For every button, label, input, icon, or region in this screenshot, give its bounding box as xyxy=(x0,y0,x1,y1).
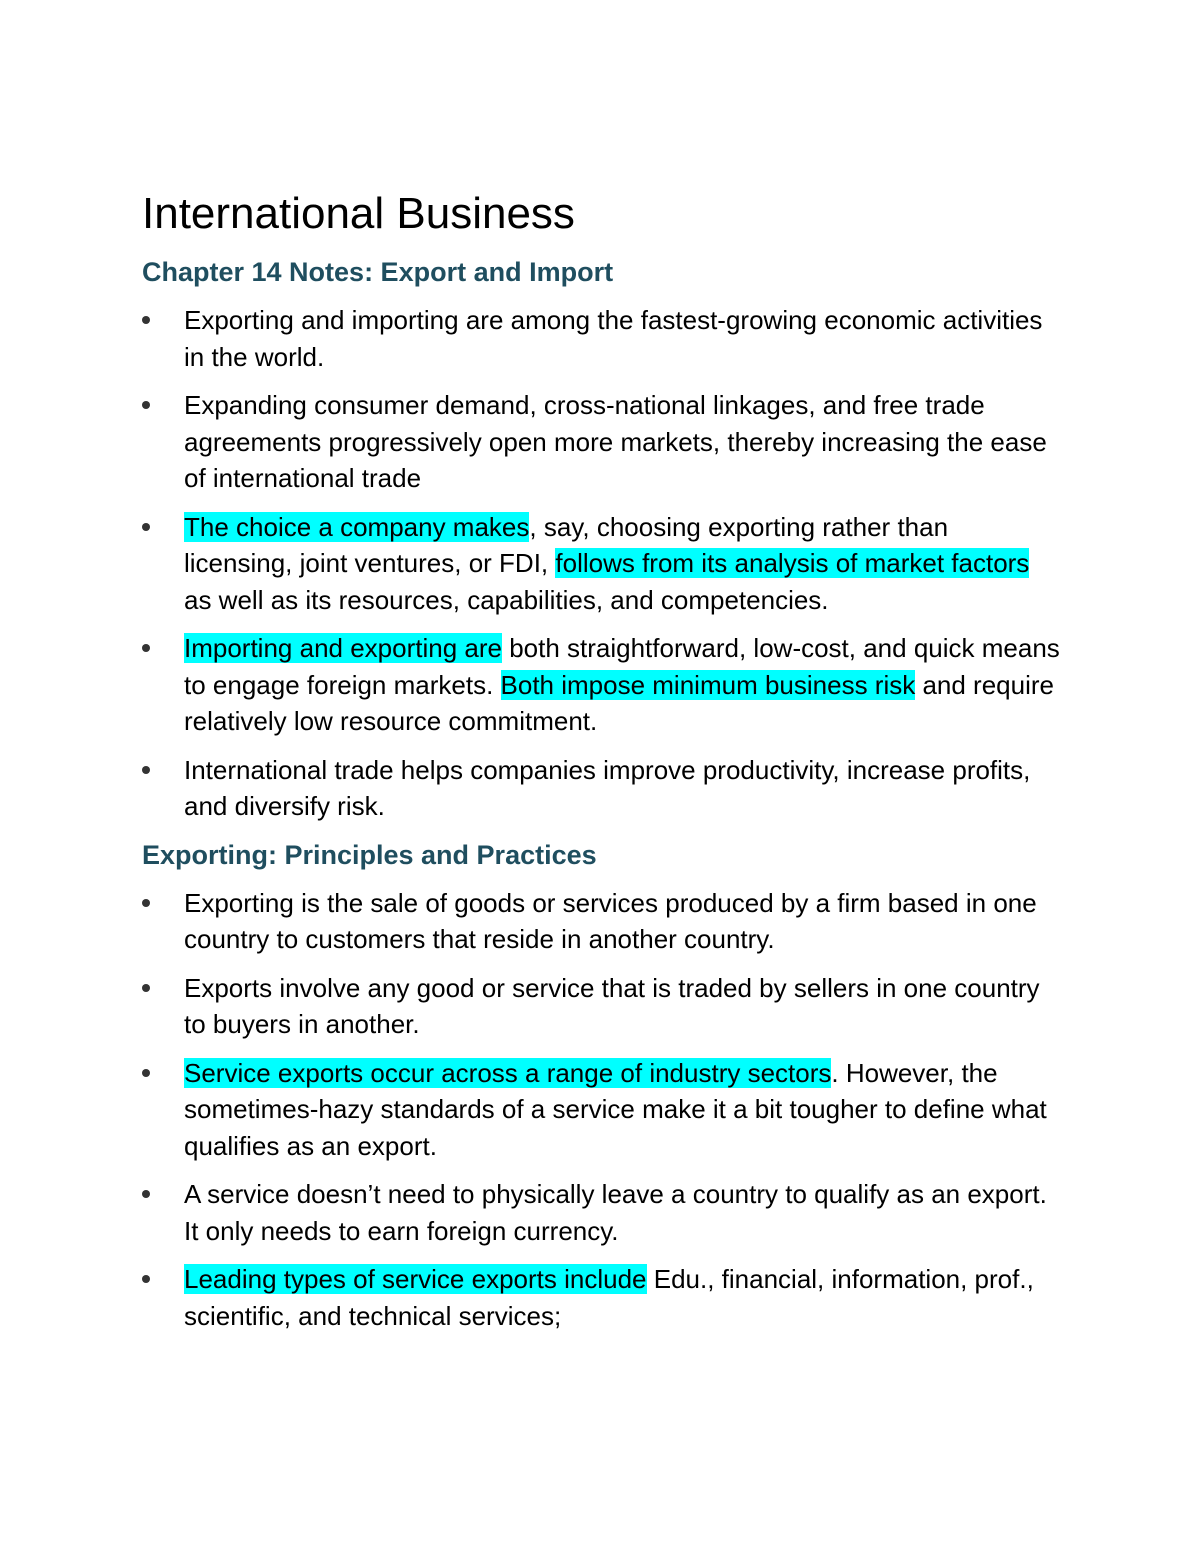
section-heading-exporting: Exporting: Principles and Practices xyxy=(142,839,597,870)
bullet-dot-icon xyxy=(142,644,150,652)
list-item xyxy=(142,630,1062,740)
bullet-text: as well as its resources, capabilities, and competencies. xyxy=(184,584,829,615)
bullet-text: Exporting is the sale of goods or services produced by a firm based in one country to customers that reside in another country. xyxy=(184,887,1037,954)
bullet-dot-icon xyxy=(142,899,150,907)
document-title: International Business xyxy=(142,189,575,238)
bullet-text: . However, the sometimes-hazy standards of a service make it a bit tougher to define what qualifies as an export. xyxy=(184,1057,1047,1161)
bullet-dot-icon xyxy=(142,1190,150,1198)
list-item xyxy=(142,1055,1062,1165)
list-item xyxy=(142,387,1062,497)
list-item xyxy=(142,302,1062,375)
list-item xyxy=(142,752,1062,825)
bullet-list-exporting xyxy=(142,885,1062,1335)
bullet-list-chapter-14 xyxy=(142,302,1062,825)
list-item xyxy=(142,1261,1062,1334)
bullet-text: Exports involve any good or service that is traded by sellers in one country to buyers in another. xyxy=(184,972,1040,1039)
list-item xyxy=(142,1176,1062,1249)
highlighted-text: Service exports occur across a range of industry sectors xyxy=(184,1057,832,1088)
highlighted-text: Both impose minimum business risk xyxy=(500,669,916,700)
bullet-text: Expanding consumer demand, cross-national linkages, and free trade agreements progressively open more markets, thereby increasing the ease of international trade xyxy=(184,390,1047,493)
highlighted-text: follows from its analysis of market factors xyxy=(555,548,1030,578)
bullet-text: A service doesn’t need to physically leave a country to qualify as an export. It only needs to earn foreign currency. xyxy=(184,1179,1047,1246)
list-item xyxy=(142,885,1062,958)
highlighted-text: Leading types of service exports include xyxy=(184,1264,647,1294)
bullet-dot-icon xyxy=(142,1275,150,1283)
document-page xyxy=(142,186,1062,1346)
highlighted-text: Importing and exporting are xyxy=(184,633,502,663)
bullet-text: , say, choosing exporting rather than licensing, joint ventures, or FDI, xyxy=(184,511,949,578)
bullet-dot-icon xyxy=(142,316,150,324)
section-heading-chapter-14: Chapter 14 Notes: Export and Import xyxy=(142,257,614,287)
bullet-text: Edu., financial, information, prof., scientific, and technical services; xyxy=(184,1264,1034,1331)
bullet-dot-icon xyxy=(142,1069,150,1077)
list-item xyxy=(142,970,1062,1043)
highlighted-text: The choice a company makes xyxy=(184,511,530,542)
bullet-text: Exporting and importing are among the fastest-growing economic activities in the world. xyxy=(184,305,1043,372)
bullet-dot-icon xyxy=(142,523,150,531)
bullet-dot-icon xyxy=(142,984,150,992)
bullet-text: both straightforward, low-cost, and quick means to engage foreign markets. xyxy=(184,633,1060,700)
bullet-dot-icon xyxy=(142,766,150,774)
bullet-text: and require relatively low resource commitment. xyxy=(184,669,1054,736)
bullet-dot-icon xyxy=(142,401,150,409)
bullet-text: International trade helps companies improve productivity, increase profits, and diversify risk. xyxy=(184,754,1031,821)
list-item xyxy=(142,509,1062,619)
